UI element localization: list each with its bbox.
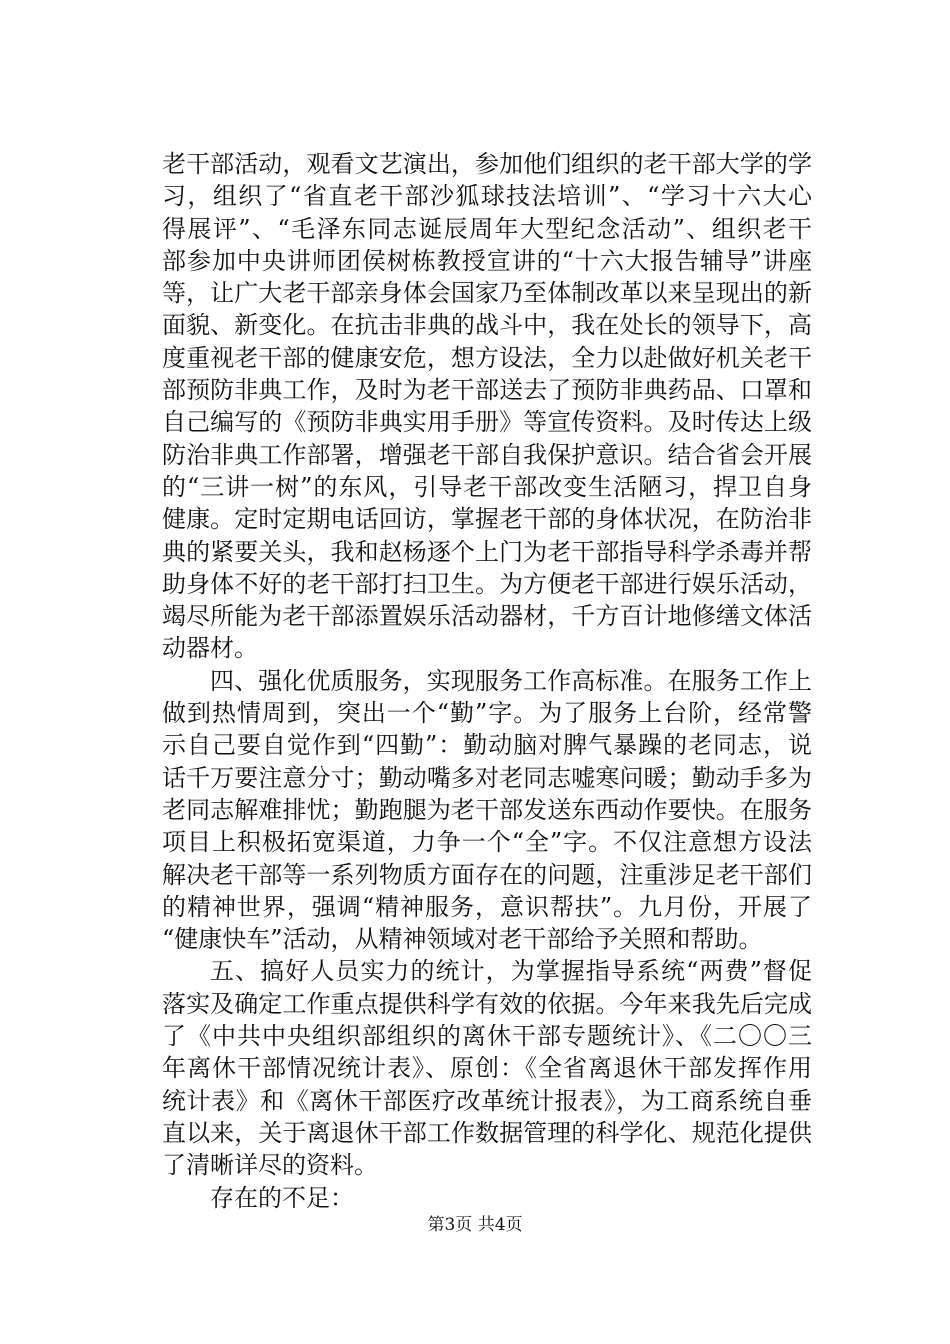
text-line: 四、强化优质服务，实现服务工作高标准。在服务工作上 (210, 666, 812, 695)
text-line: 的精神世界，强调“精神服务，意识帮扶”。九月份，开展了 (162, 892, 812, 921)
text-line: 自己编写的《预防非典实用手册》等宣传资料。及时传达上级 (162, 408, 812, 437)
text-line: 话千万要注意分寸；勤动嘴多对老同志嘘寒问暖；勤动手多为 (162, 763, 812, 792)
text-line: 部参加中央讲师团侯树栋教授宣讲的“十六大报告辅导”讲座 (162, 246, 812, 275)
text-line: 年离休干部情况统计表》、原创：《全省离退休干部发挥作用 (162, 1054, 812, 1083)
text-line: “健康快车”活动，从精神领域对老干部给予关照和帮助。 (162, 925, 763, 954)
text-line: 助身体不好的老干部打扫卫生。为方便老干部进行娱乐活动， (162, 569, 812, 598)
text-line: 解决老干部等一系列物质方面存在的问题，注重涉足老干部们 (162, 860, 812, 889)
text-line: 落实及确定工作重点提供科学有效的依据。今年来我先后完成 (162, 989, 812, 1018)
text-line: 习，组织了“省直老干部沙狐球技法培训”、“学习十六大心 (162, 182, 812, 211)
text-line: 等，让广大老干部亲身体会国家乃至体制改革以来呈现出的新 (162, 279, 812, 308)
text-line: 老干部活动，观看文艺演出，参加他们组织的老干部大学的学 (162, 150, 812, 178)
text-line: 了《中共中央组织部组织的离休干部专题统计》、《二〇〇三 (162, 1022, 812, 1051)
text-line: 得展评”、“毛泽东同志诞辰周年大型纪念活动”、组织老干 (162, 214, 812, 243)
text-line: 面貌、新变化。在抗击非典的战斗中，我在处长的领导下，高 (162, 311, 812, 340)
text-line: 的“三讲一树”的东风，引导老干部改变生活陋习，捍卫自身 (162, 472, 812, 501)
text-line: 动器材。 (162, 634, 258, 663)
text-line: 项目上积极拓宽渠道，力争一个“全”字。不仅注意想方设法 (162, 828, 812, 857)
text-line: 部预防非典工作，及时为老干部送去了预防非典药品、口罩和 (162, 376, 812, 405)
text-line: 度重视老干部的健康安危，想方设法，全力以赴做好机关老干 (162, 343, 812, 372)
text-line: 了清晰详尽的资料。 (162, 1151, 378, 1180)
text-line: 做到热情周到，突出一个“勤”字。为了服务上台阶，经常警 (162, 699, 812, 728)
text-line: 示自己要自觉作到“四勤”：勤动脑对脾气暴躁的老同志，说 (162, 731, 812, 760)
text-line: 存在的不足： (210, 1183, 354, 1212)
text-line: 竭尽所能为老干部添置娱乐活动器材，千方百计地修缮文体活 (162, 602, 812, 631)
text-line: 直以来，关于离退休干部工作数据管理的科学化、规范化提供 (162, 1118, 812, 1147)
text-line: 五、搞好人员实力的统计，为掌握指导系统“两费”督促 (210, 957, 812, 986)
text-line: 典的紧要关头，我和赵杨逐个上门为老干部指导科学杀毒并帮 (162, 537, 812, 566)
text-line: 老同志解难排忧；勤跑腿为老干部发送东西动作要快。在服务 (162, 795, 812, 824)
page-number-footer: 第3页 共4页 (427, 1215, 523, 1235)
document-body (162, 148, 812, 1214)
text-line: 健康。定时定期电话回访，掌握老干部的身体状况，在防治非 (162, 505, 812, 534)
text-line: 统计表》和《离休干部医疗改革统计报表》，为工商系统自垂 (162, 1086, 812, 1115)
text-line: 防治非典工作部署，增强老干部自我保护意识。结合省会开展 (162, 440, 812, 469)
